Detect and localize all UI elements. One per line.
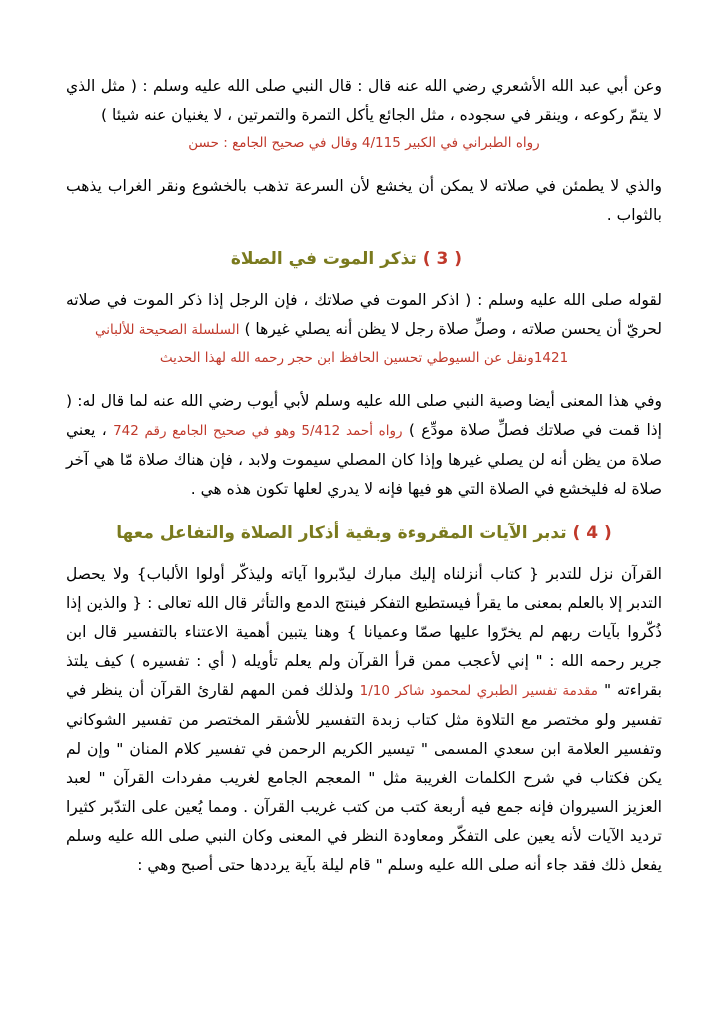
section-3-source: السلسلة الصحيحة للألباني: [95, 322, 240, 338]
spacer: [66, 156, 662, 172]
hadith-text: وعن أبي عبد الله الأشعري رضي الله عنه قال : قال النبي صلى الله عليه وسلم : ( مثل الذي لا يتمّ ركوعه ، وينقر في سجوده ، مثل الجائع يأكل التمرة والتمرتين ، لا يغنيان عنه شيئا ): [66, 77, 662, 124]
section-3-paragraph-2: [66, 387, 662, 504]
section-3-text-b: ، يعني صلاة من يظن أنه لن يصلي غيرها وإذا كان المصلي سيموت ولابد ، فإن هناك صلاة مّا هي آخر صلاة له فليخشع في الصلاة التي هو فيها فإنه لا يدري لعلها تكون هذه هي .: [66, 421, 662, 498]
section-3-source-note: 1421ونقل عن السيوطي تحسين الحافظ ابن حجر رحمه الله لهذا الحديث: [159, 350, 569, 366]
section-3-hadith-text: لقوله صلى الله عليه وسلم : ( اذكر الموت في صلاتك ، فإن الرجل إذا ذكر الموت في صلاته لحريّ أن يحسن صلاته ، وصلِّ صلاة رجل لا يظن أنه يصلي غيرها ): [66, 291, 662, 338]
spacer: [66, 371, 662, 387]
section-3-heading: [66, 244, 662, 274]
section-4-number: ( 4 ): [572, 523, 612, 543]
section-4-text-a: القرآن نزل للتدبر { كتاب أنزلناه إليك مبارك ليدّبروا آياته وليذكّر أولوا الألباب} ولا يحصل التدبر إلا بالعلم بمعنى ما يقرأ فيستطيع التفكر فينتج الدمع والتأثر قال الله تعالى : { والذين إذا ذُكّروا بآيات ربهم لم يخرّوا عليها صمّا وعميانا } وهنا يتبين أهمية الاعتناء بالتفسير قال ابن جرير رحمه الله : " إني لأعجب ممن قرأ القرآن ولم يعلم تأويله ( أي : تفسيره ) كيف يلتذ بقراءته ": [66, 565, 662, 699]
section-3-source-2: رواه أحمد 5/412 وهو في صحيح الجامع رقم 742: [113, 423, 403, 439]
section-3-text-a: وفي هذا المعنى أيضا وصية النبي صلى الله عليه وسلم لأبي أيوب رضي الله عنه لما قال له: ( إذا قمت في صلاتك فصلِّ صلاة مودِّع ): [66, 392, 662, 439]
section-4-text-b: ولذلك فمن المهم لقارئ القرآن أن ينظر في تفسير ولو مختصر مع التلاوة مثل كتاب زبدة التفسير للأشقر المختصر من تفسير الشوكاني وتفسير العلامة ابن سعدي المسمى " تيسير الكريم الرحمن في تفسير كلام المنان " وإن لم يكن فكتاب في شرح الكلمات الغريبة مثل " المعجم الجامع لغريب مفردات القرآن " لعبد العزيز السيروان فإنه جمع فيه أربعة كتب من كتب غريب القرآن . ومما يُعين على التدّبر كثيرا ترديد الآيات لأنه يعين على التفكّر ومعاودة النظر في المعنى وكان النبي صلى الله عليه وسلم يفعل ذلك فقد جاء أنه صلى الله عليه وسلم " قام ليلة بآية يرددها حتى أصبح وهي :: [66, 681, 662, 874]
section-3-number: ( 3 ): [422, 249, 462, 269]
hadith-source: رواه الطبراني في الكبير 4/115 وقال في صحيح الجامع : حسن: [188, 135, 540, 151]
section-3-paragraph-1: [66, 286, 662, 345]
section-4-heading: [66, 518, 662, 548]
section-4-title: تدبر الآيات المقروءة وبقية أذكار الصلاة والتفاعل معها: [116, 523, 567, 543]
section-3-title: تذكر الموت في الصلاة: [230, 249, 417, 269]
commentary-paragraph: والذي لا يطمئن في صلاته لا يمكن أن يخشع لأن السرعة تذهب بالخشوع ونقر الغراب يذهب بالثواب .: [66, 177, 662, 224]
hadith-paragraph: [66, 72, 662, 130]
section-4-paragraph: [66, 560, 662, 880]
section-4-source: مقدمة تفسير الطبري لمحمود شاكر 1/10: [359, 683, 599, 699]
